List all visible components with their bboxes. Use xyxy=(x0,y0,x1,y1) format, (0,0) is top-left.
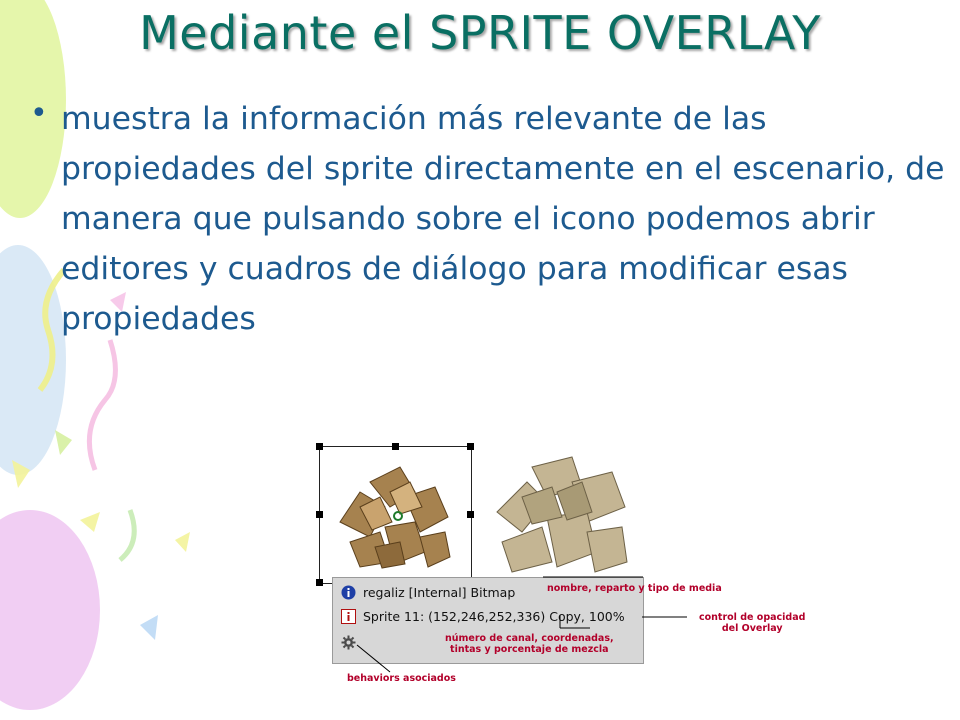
bullet-list xyxy=(30,94,950,384)
overlay-sprite-text: Sprite 11: (152,246,252,336) Copy, 100% xyxy=(363,609,625,624)
sprite-overlay-figure xyxy=(315,440,820,685)
pink-balloon xyxy=(0,510,100,710)
green-streamer xyxy=(120,510,134,560)
yellow-confetti xyxy=(175,532,190,552)
callout-media: nombre, reparto y tipo de media xyxy=(547,583,722,594)
bullet-text: muestra la información más relevante de las propiedades del sprite directamente en el escenario, de manera que pulsando sobre el icono podemos abrir editores y cuadros de diálogo para modificar esas propiedades xyxy=(61,101,945,337)
bullet-marker: • xyxy=(30,96,48,131)
callout-channel: número de canal, coordenadas, tintas y porcentaje de mezcla xyxy=(445,633,614,655)
callout-behaviors: behaviors asociados xyxy=(347,673,456,684)
overlay-media-text: regaliz [Internal] Bitmap xyxy=(363,585,516,600)
callout-opacity: control de opacidad del Overlay xyxy=(699,612,806,634)
yellow-confetti xyxy=(80,512,100,532)
green-confetti xyxy=(55,430,72,455)
slide-title: Mediante el SPRITE OVERLAY xyxy=(139,6,821,60)
blue-confetti xyxy=(140,615,158,640)
